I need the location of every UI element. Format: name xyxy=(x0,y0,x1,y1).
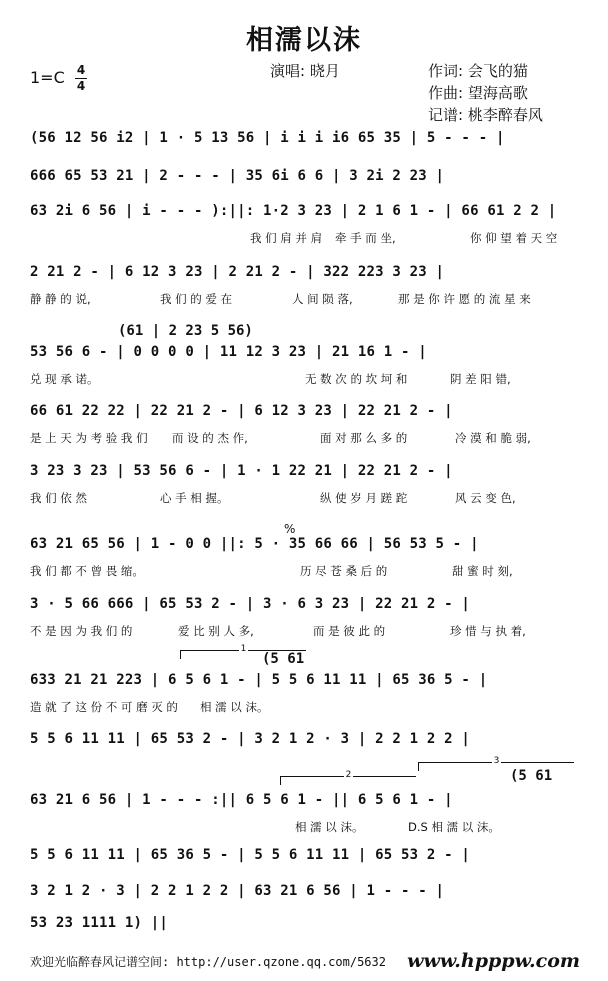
volta-bracket xyxy=(418,756,574,771)
lyric-segment: 牵 手 而 坐, xyxy=(335,231,396,245)
lyric-segment: 风 云 变 色, xyxy=(455,491,516,505)
lyric-segment: 我 们 的 爱 在 xyxy=(160,292,233,306)
lyric-segment: 我 们 依 然 xyxy=(30,491,87,505)
lyric-segment: 我 们 都 不 曾 畏 缩。 xyxy=(30,564,144,578)
singer-credit: 演唱: 晓月 xyxy=(270,62,340,80)
site-logo: www.hpppw.com xyxy=(407,950,580,972)
notation-row: 5 5 6 11 11 | 65 36 5 - | 5 5 6 11 11 | 65 53 2 - | xyxy=(30,847,471,863)
footer-text: 欢迎光临醉春风记谱空间: http://user.qzone.qq.com/5632 xyxy=(30,955,386,969)
time-signature xyxy=(74,64,88,93)
intro-phrase: (5 61 xyxy=(510,768,553,784)
lyric-segment: 阴 差 阳 错, xyxy=(450,372,511,386)
time-signature-top: 4 xyxy=(76,63,86,77)
notation-row: 666 65 53 21 | 2 - - - | 35 6i 6 6 | 3 2i 2 23 | xyxy=(30,168,445,184)
time-signature-bottom: 4 xyxy=(76,79,86,93)
segno-sign: % xyxy=(284,522,296,536)
key-signature: 1=C xyxy=(30,68,65,87)
volta-bracket xyxy=(180,644,306,659)
notation-row: (56 12 56 i2 | 1 · 5 13 56 | i i i i6 65 35 | 5 - - - | xyxy=(30,130,505,146)
lyric-segment: 相 濡 以 沫。 xyxy=(295,820,364,834)
notation-row: 53 23 1111 1) || xyxy=(30,915,169,931)
lyric-segment: 面 对 那 么 多 的 xyxy=(320,431,408,445)
volta-number: 1 xyxy=(240,644,247,654)
song-title: 相濡以沫 xyxy=(246,25,362,56)
intro-phrase: (5 61 xyxy=(262,651,305,667)
transcriber-credit: 记谱: 桃李醉春风 xyxy=(428,106,543,124)
lyric-segment: 你 仰 望 着 天 空 xyxy=(470,231,558,245)
lyric-segment: 不 是 因 为 我 们 的 xyxy=(30,624,133,638)
lyric-segment: 历 尽 苍 桑 后 的 xyxy=(300,564,388,578)
lyric-segment: 兑 现 承 诺。 xyxy=(30,372,99,386)
notation-row: 63 21 65 56 | 1 - 0 0 ||: 5 · 35 66 66 | 56 53 5 - | xyxy=(30,536,479,552)
notation-row: 63 21 6 56 | 1 - - - :|| 6 5 6 1 - || 6 5 6 1 - | xyxy=(30,792,453,808)
notation-row: 53 56 6 - | 0 0 0 0 | 11 12 3 23 | 21 16 1 - | xyxy=(30,344,427,360)
lyric-segment: D.S 相 濡 以 沫。 xyxy=(408,820,500,834)
notation-row: 5 5 6 11 11 | 65 53 2 - | 3 2 1 2 · 3 | 2 2 1 2 2 | xyxy=(30,731,471,747)
lyric-segment: 我 们 肩 并 肩 xyxy=(250,231,323,245)
notation-row: 66 61 22 22 | 22 21 2 - | 6 12 3 23 | 22 21 2 - | xyxy=(30,403,453,419)
intro-phrase: (61 | 2 23 5 56) xyxy=(118,323,253,339)
volta-number: 2 xyxy=(345,770,352,780)
lyric-segment: 静 静 的 说, xyxy=(30,292,91,306)
notation-row: 3 23 3 23 | 53 56 6 - | 1 · 1 22 21 | 22 21 2 - | xyxy=(30,463,453,479)
lyric-segment: 人 间 陨 落, xyxy=(292,292,353,306)
lyric-segment: 而 设 的 杰 作, xyxy=(172,431,248,445)
volta-number: 3 xyxy=(493,756,500,766)
volta-bracket xyxy=(280,770,416,785)
lyric-segment: 是 上 天 为 考 验 我 们 xyxy=(30,431,148,445)
notation-row: 633 21 21 223 | 6 5 6 1 - | 5 5 6 11 11 | 65 36 5 - | xyxy=(30,672,488,688)
lyricist-credit: 作词: 会飞的猫 xyxy=(428,62,528,80)
lyric-segment: 造 就 了 这 份 不 可 磨 灭 的 xyxy=(30,700,178,714)
notation-row: 3 2 1 2 · 3 | 2 2 1 2 2 | 63 21 6 56 | 1 - - - | xyxy=(30,883,445,899)
lyric-segment: 纵 使 岁 月 蹉 跎 xyxy=(320,491,408,505)
lyric-segment: 相 濡 以 沫。 xyxy=(200,700,269,714)
notation-row: 63 2i 6 56 | i - - - ):||: 1·2 3 23 | 2 1 6 1 - | 66 61 2 2 | xyxy=(30,203,557,219)
lyric-segment: 那 是 你 许 愿 的 流 星 来 xyxy=(398,292,531,306)
lyric-segment: 冷 漠 和 脆 弱, xyxy=(455,431,531,445)
lyric-segment: 甜 蜜 时 刻, xyxy=(452,564,513,578)
notation-row: 2 21 2 - | 6 12 3 23 | 2 21 2 - | 322 223 3 23 | xyxy=(30,264,445,280)
lyric-segment: 无 数 次 的 坎 坷 和 xyxy=(305,372,408,386)
lyric-segment: 珍 惜 与 执 着, xyxy=(450,624,526,638)
notation-row: 3 · 5 66 666 | 65 53 2 - | 3 · 6 3 23 | 22 21 2 - | xyxy=(30,596,471,612)
lyric-segment: 而 是 彼 此 的 xyxy=(313,624,386,638)
lyric-segment: 心 手 相 握。 xyxy=(160,491,229,505)
lyric-segment: 爱 比 别 人 多, xyxy=(178,624,254,638)
composer-credit: 作曲: 望海高歌 xyxy=(428,84,528,102)
